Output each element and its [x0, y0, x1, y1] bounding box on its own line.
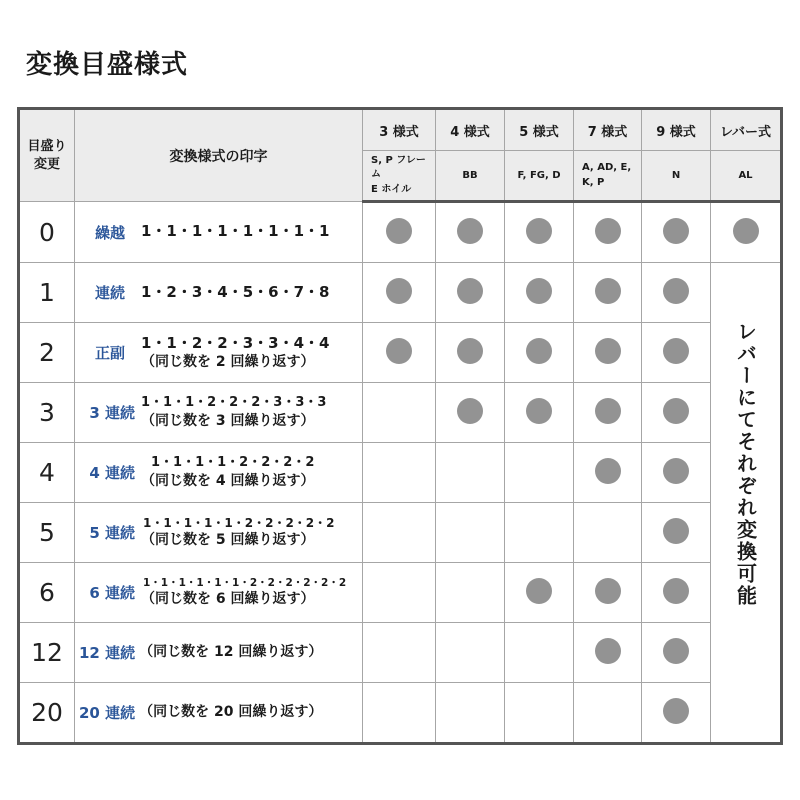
availability-dot-icon: [663, 218, 689, 244]
availability-dot-icon: [663, 638, 689, 664]
cell-type-5: [505, 263, 574, 323]
cell-type-5: [505, 563, 574, 623]
page-title: 変換目盛様式: [26, 50, 189, 80]
cell-type-7: [574, 323, 642, 383]
cell-type-4: [436, 383, 505, 443]
availability-dot-icon: [457, 398, 483, 424]
availability-dot-icon: [386, 278, 412, 304]
cell-type-3: [363, 202, 436, 263]
cell-type-9: [642, 683, 711, 744]
cell-type-4: [436, 563, 505, 623]
availability-dot-icon: [663, 458, 689, 484]
header-code-9: N: [642, 151, 711, 202]
table-row: [19, 563, 782, 623]
cell-type-9: [642, 563, 711, 623]
cell-type-5: [505, 383, 574, 443]
cell-type-5: [505, 683, 574, 744]
cell-type-9: [642, 383, 711, 443]
table-row: [19, 263, 782, 323]
print-sequence: 1・1・1・1・1・2・2・2・2・2: [143, 515, 335, 530]
cell-type-7: [574, 443, 642, 503]
header-print-style: [75, 109, 363, 202]
print-type-label: 6 連続: [89, 584, 135, 602]
cell-type-4: [436, 202, 505, 263]
step-number: 2: [19, 323, 75, 383]
availability-dot-icon: [733, 218, 759, 244]
print-style-cell: [75, 443, 363, 503]
table-row: [19, 443, 782, 503]
cell-type-3: [363, 623, 436, 683]
step-number: 0: [19, 202, 75, 263]
print-type-label: 3 連続: [89, 404, 135, 422]
cell-type-3: [363, 263, 436, 323]
cell-type-7: [574, 563, 642, 623]
cell-type-9: [642, 503, 711, 563]
header-type-7: 7 様式: [574, 109, 642, 151]
header-print-label: 変換様式の印字: [169, 148, 268, 165]
header-code-3: S, P フレーム E ホイル: [363, 151, 436, 202]
cell-type-9: [642, 323, 711, 383]
print-note: （同じ数を 20 回繰り返す）: [139, 704, 323, 721]
cell-type-3: [363, 383, 436, 443]
cell-type-7: [574, 383, 642, 443]
cell-type-3: [363, 323, 436, 383]
cell-type-7: [574, 263, 642, 323]
print-note: （同じ数を 12 回繰り返す）: [139, 644, 323, 661]
availability-dot-icon: [663, 398, 689, 424]
conversion-style-table: [17, 107, 783, 745]
print-sequence: 1・1・1・1・2・2・2・2: [151, 454, 315, 470]
availability-dot-icon: [595, 458, 621, 484]
print-type-label: 4 連続: [89, 464, 135, 482]
print-note: （同じ数を 2 回繰り返す）: [141, 354, 315, 371]
print-note: （同じ数を 3 回繰り返す）: [141, 412, 315, 429]
header-type-5: 5 様式: [505, 109, 574, 151]
availability-dot-icon: [386, 338, 412, 364]
availability-dot-icon: [526, 338, 552, 364]
print-sequence: 1・1・1・2・2・2・3・3・3: [141, 394, 327, 410]
cell-type-4: [436, 263, 505, 323]
print-style-cell: [75, 383, 363, 443]
header-step-change: [19, 109, 75, 202]
availability-dot-icon: [595, 218, 621, 244]
header-step-label: 目盛り 変更: [27, 138, 67, 172]
cell-type-9: [642, 263, 711, 323]
availability-dot-icon: [386, 218, 412, 244]
availability-dot-icon: [595, 338, 621, 364]
availability-dot-icon: [663, 338, 689, 364]
cell-type-4: [436, 503, 505, 563]
table-row: [19, 383, 782, 443]
cell-type-7: [574, 503, 642, 563]
step-number: 3: [19, 383, 75, 443]
cell-type-5: [505, 202, 574, 263]
step-number: 20: [19, 683, 75, 744]
header-type-lever: レバー式: [711, 109, 782, 151]
cell-type-5: [505, 323, 574, 383]
table-row: [19, 683, 782, 744]
cell-type-5: [505, 623, 574, 683]
cell-type-7: [574, 202, 642, 263]
print-type-label: 5 連続: [89, 524, 135, 542]
print-type-label: 12 連続: [79, 644, 136, 662]
lever-note: レバーにてそれぞれ変換可能: [733, 321, 758, 607]
availability-dot-icon: [595, 578, 621, 604]
availability-dot-icon: [663, 698, 689, 724]
table-row: [19, 202, 782, 263]
print-type-label: 連続: [94, 284, 125, 302]
cell-type-5: [505, 503, 574, 563]
print-style-cell: [75, 563, 363, 623]
cell-type-3: [363, 443, 436, 503]
availability-dot-icon: [595, 638, 621, 664]
cell-type-4: [436, 323, 505, 383]
print-style-cell: [75, 323, 363, 383]
print-note: （同じ数を 5 回繰り返す）: [141, 532, 315, 549]
availability-dot-icon: [595, 278, 621, 304]
print-type-label: 正副: [94, 344, 125, 362]
cell-type-9: [642, 443, 711, 503]
table-row: [19, 323, 782, 383]
print-style-cell: [75, 503, 363, 563]
cell-type-9: [642, 202, 711, 263]
cell-type-4: [436, 443, 505, 503]
availability-dot-icon: [663, 518, 689, 544]
cell-type-3: [363, 683, 436, 744]
print-style-cell: [75, 263, 363, 323]
cell-type-9: [642, 623, 711, 683]
print-style-cell: [75, 623, 363, 683]
cell-type-3: [363, 563, 436, 623]
availability-dot-icon: [457, 338, 483, 364]
step-number: 12: [19, 623, 75, 683]
step-number: 1: [19, 263, 75, 323]
print-type-label: 20 連続: [79, 704, 136, 722]
header-code-lever: AL: [711, 151, 782, 202]
print-sequence: 1・1・1・1・1・1・1・1: [141, 222, 330, 241]
availability-dot-icon: [595, 398, 621, 424]
cell-type-4: [436, 683, 505, 744]
header-code-7: A, AD, E, K, P: [574, 151, 642, 202]
availability-dot-icon: [663, 278, 689, 304]
print-sequence: 1・2・3・4・5・6・7・8: [141, 282, 330, 301]
print-style-cell: [75, 202, 363, 263]
step-number: 4: [19, 443, 75, 503]
table-row: [19, 623, 782, 683]
print-sequence: 1・1・2・2・3・3・4・4: [141, 333, 330, 352]
step-number: 5: [19, 503, 75, 563]
availability-dot-icon: [526, 278, 552, 304]
print-note: （同じ数を 4 回繰り返す）: [141, 472, 315, 489]
print-style-cell: [75, 683, 363, 744]
header-type-4: 4 様式: [436, 109, 505, 151]
print-note: （同じ数を 6 回繰り返す）: [141, 591, 315, 608]
cell-type-7: [574, 623, 642, 683]
availability-dot-icon: [457, 218, 483, 244]
cell-type-5: [505, 443, 574, 503]
cell-type-3: [363, 503, 436, 563]
availability-dot-icon: [457, 278, 483, 304]
availability-dot-icon: [526, 398, 552, 424]
print-type-label: 繰越: [94, 223, 125, 242]
cell-type-4: [436, 623, 505, 683]
header-type-3: 3 様式: [363, 109, 436, 151]
print-sequence: 1・1・1・1・1・1・2・2・2・2・2・2: [143, 576, 347, 589]
availability-dot-icon: [526, 218, 552, 244]
cell-type-7: [574, 683, 642, 744]
header-type-9: 9 様式: [642, 109, 711, 151]
header-code-5: F, FG, D: [505, 151, 574, 202]
availability-dot-icon: [663, 578, 689, 604]
cell-lever: [711, 202, 782, 263]
step-number: 6: [19, 563, 75, 623]
table-row: [19, 503, 782, 563]
lever-note-cell: [711, 263, 782, 744]
availability-dot-icon: [526, 578, 552, 604]
header-code-4: BB: [436, 151, 505, 202]
